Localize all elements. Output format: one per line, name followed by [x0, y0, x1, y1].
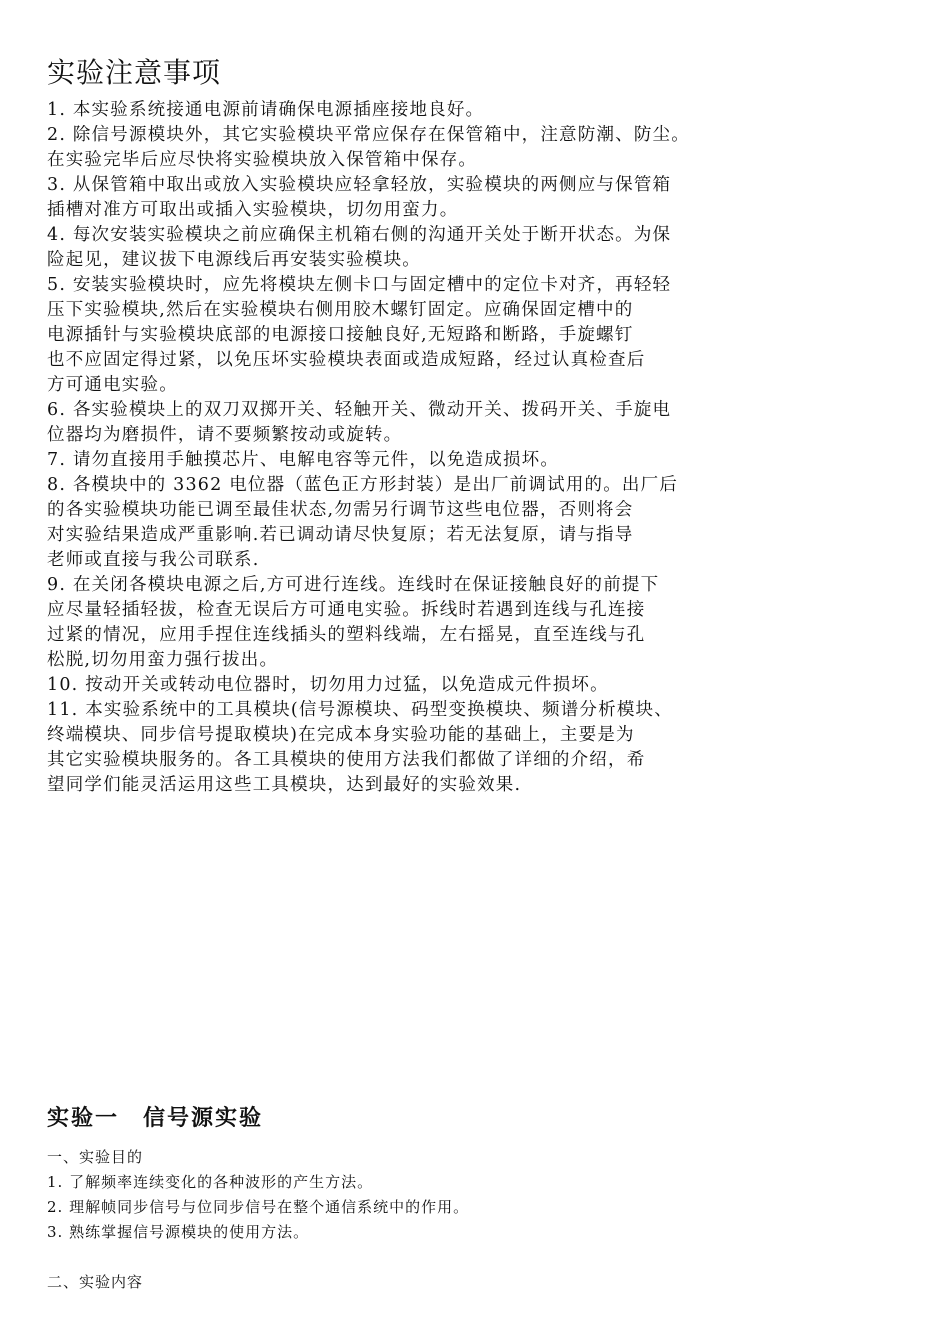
- notes-line: 松脱,切勿用蛮力强行拔出。: [47, 650, 279, 670]
- notes-line: 11. 本实验系统中的工具模块(信号源模块、码型变换模块、频谱分析模块、: [47, 700, 673, 720]
- purpose-heading: 一、实验目的: [47, 1148, 144, 1166]
- notes-line: 的各实验模块功能已调至最佳状态,勿需另行调节这些电位器，否则将会: [47, 500, 634, 520]
- notes-line: 8. 各模块中的 3362 电位器（蓝色正方形封装）是出厂前调试用的。出厂后: [47, 475, 679, 495]
- notes-line: 其它实验模块服务的。各工具模块的使用方法我们都做了详细的介绍，希: [47, 750, 646, 770]
- notes-line: 9. 在关闭各模块电源之后,方可进行连线。连线时在保证接触良好的前提下: [47, 575, 660, 595]
- notes-line: 6. 各实验模块上的双刀双掷开关、轻触开关、微动开关、拨码开关、手旋电: [47, 400, 672, 420]
- notes-line: 也不应固定得过紧，以免压坏实验模块表面或造成短路，经过认真检查后: [47, 350, 646, 370]
- notes-line: 压下实验模块,然后在实验模块右侧用胶木螺钉固定。应确保固定槽中的: [47, 300, 634, 320]
- notes-line: 7. 请勿直接用手触摸芯片、电解电容等元件，以免造成损坏。: [47, 450, 560, 470]
- notes-line: 对实验结果造成严重影响.若已调动请尽快复原；若无法复原，请与指导: [47, 525, 634, 545]
- purpose-item: 3. 熟练掌握信号源模块的使用方法。: [47, 1223, 310, 1241]
- notes-line: 终端模块、同步信号提取模块)在完成本身实验功能的基础上，主要是为: [47, 725, 635, 745]
- section-spacer: [47, 1245, 907, 1270]
- purpose-item: 2. 理解帧同步信号与位同步信号在整个通信系统中的作用。: [47, 1198, 470, 1216]
- experiment-title: 实验一 信号源实验: [47, 1106, 264, 1131]
- notes-line: 位器均为磨损件，请不要频繁按动或旋转。: [47, 425, 403, 445]
- notes-line: 10. 按动开关或转动电位器时，切勿用力过猛，以免造成元件损坏。: [47, 675, 609, 695]
- notes-list: [47, 98, 907, 798]
- notes-line: 方可通电实验。: [47, 375, 178, 395]
- notes-line: 3. 从保管箱中取出或放入实验模块应轻拿轻放，实验模块的两侧应与保管箱: [47, 175, 672, 195]
- experiment-body: [47, 1145, 907, 1295]
- notes-line: 2. 除信号源模块外，其它实验模块平常应保存在保管箱中，注意防潮、防尘。: [47, 125, 690, 145]
- notes-line: 电源插针与实验模块底部的电源接口接触良好,无短路和断路，手旋螺钉: [47, 325, 634, 345]
- notes-line: 望同学们能灵活运用这些工具模块，达到最好的实验效果.: [47, 775, 522, 795]
- content-heading: 二、实验内容: [47, 1273, 144, 1291]
- notes-line: 在实验完毕后应尽快将实验模块放入保管箱中保存。: [47, 150, 478, 170]
- notes-title: 实验注意事项: [47, 56, 222, 89]
- notes-line: 4. 每次安装实验模块之前应确保主机箱右侧的沟通开关处于断开状态。为保: [47, 225, 672, 245]
- notes-line: 老师或直接与我公司联系.: [47, 550, 260, 570]
- notes-line: 过紧的情况，应用手捏住连线插头的塑料线端，左右摇晃，直至连线与孔: [47, 625, 646, 645]
- notes-line: 应尽量轻插轻拔，检查无误后方可通电实验。拆线时若遇到连线与孔连接: [47, 600, 646, 620]
- purpose-item: 1. 了解频率连续变化的各种波形的产生方法。: [47, 1173, 374, 1191]
- notes-line: 险起见，建议拔下电源线后再安装实验模块。: [47, 250, 421, 270]
- notes-line: 插槽对准方可取出或插入实验模块，切勿用蛮力。: [47, 200, 459, 220]
- notes-line: 1. 本实验系统接通电源前请确保电源插座接地良好。: [47, 100, 485, 120]
- notes-line: 5. 安装实验模块时，应先将模块左侧卡口与固定槽中的定位卡对齐，再轻轻: [47, 275, 672, 295]
